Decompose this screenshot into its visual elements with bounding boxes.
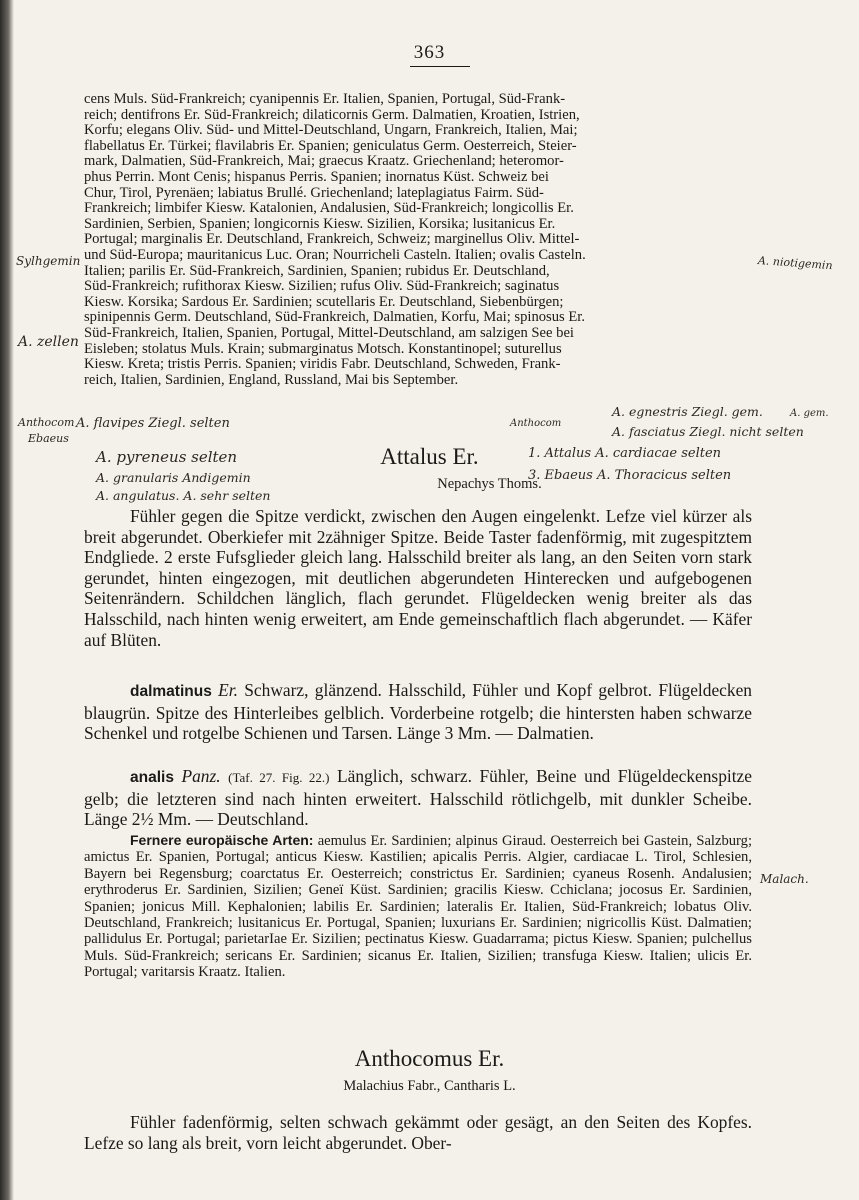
species-analis: analis Panz. (Taf. 27. Fig. 22.) Länglich, schwarz. Fühler, Beine und Flügeldeckenspitze gelb; die letzteren sind nach hinten erweitert. Halsschild rötlichgelb, mit dunkler Scheibe. Länge 2½ Mm. — Deutschland.: [84, 766, 752, 830]
list-line: Korfu; elegans Oliv. Süd- und Mittel-Deutschland, Ungarn, Frankreich, Italien, Mai;: [84, 122, 578, 139]
genus-title-attalus: Attalus Er.: [380, 444, 479, 469]
list-line: Süd-Frankreich; rufithorax Kiesw. Sizilien; rufus Oliv. Süd-Frankreich; saginatus: [84, 278, 560, 295]
list-line: reich; dentifrons Er. Süd-Frankreich; dilaticornis Germ. Dalmatien, Kroatien, Istrien,: [84, 106, 580, 123]
handwritten-note: 1. Attalus A. cardiacae selten: [528, 446, 722, 461]
list-line: und Süd-Europa; mauritanicus Luc. Oran; Nourricheli Casteln. Italien; ovalis Casteln.: [84, 246, 586, 263]
handwritten-note: Ebaeus: [28, 432, 69, 445]
species-name: analis: [130, 769, 174, 786]
list-line: cens Muls. Süd-Frankreich; cyanipennis Er. Italien, Spanien, Portugal, Süd-Frank-: [84, 91, 566, 107]
species-name: dalmatinus: [130, 683, 212, 700]
anthocomus-description: Fühler fadenförmig, selten schwach gekämmt oder gesägt, an den Seiten des Kopfes. Lefze so lang als breit, vorn leicht abgerundet. Ober-: [84, 1112, 752, 1153]
list-line: phus Perrin. Mont Cenis; hispanus Perris. Spanien; inornatus Küst. Schweiz bei: [84, 168, 549, 185]
handwritten-note: A. egnestris Ziegl. gem.: [612, 404, 763, 419]
list-line: Kiesw. Korsika; Sardous Er. Sardinien; scutellaris Er. Deutschland, Siebenbürgen;: [84, 293, 564, 310]
attalus-description: Fühler gegen die Spitze verdickt, zwischen den Augen eingelenkt. Lefze viel kürzer als breit abgerundet. Oberkiefer mit 2zähniger Spitze. Beide Taster fadenförmig, mit zugespitztem Endgliede. 2 erste Fufsglieder gleich lang. Halsschild breiter als lang, an den Seiten vorn stark gerundet, hinten eingezogen, mit deutlichen abgerundeten Hinterecken und aufgebogenen Seitenrändern. Schildchen länglich, flach gerundet. Flügeldecken wenig breiter als das Halsschild, nach hinten wenig erweitert, am Ende gemeinschaftlich flach abgerundet. — Käfer auf Blüten.: [84, 506, 752, 650]
list-line: Frankreich; limbifer Kiesw. Katalonien, Andalusien, Süd-Frankreich; longicollis Er.: [84, 200, 574, 217]
page-number-rule: [410, 66, 470, 67]
handwritten-note: 3. Ebaeus A. Thoracicus selten: [528, 468, 732, 483]
handwritten-note: A. granularis Andigemin: [96, 470, 251, 485]
list-line: flabellatus Er. Türkei; flavilabris Er. Spanien; geniculatus Germ. Oesterreich, Steier-: [84, 137, 577, 154]
list-line: spinipennis Germ. Deutschland, Süd-Frankreich, Dalmatien, Korfu, Mai; spinosus Er.: [84, 309, 585, 326]
handwritten-note: Malach.: [760, 872, 809, 886]
list-line: Eisleben; stolatus Muls. Krain; submarginatus Motsch. Konstantinopel; suturellus: [84, 340, 562, 357]
handwritten-note: A. gem.: [790, 408, 829, 419]
further-species-list: Fernere europäische Arten: aemulus Er. Sardinien; alpinus Giraud. Oesterreich bei Gastein, Salzburg; amictus Er. Spanien, Portugal; anticus Kiesw. Kastilien; apicalis Perris. Algier, cardiacae L. Tirol, Schlesien, Bayern bei Regensburg; coarctatus Er. Oesterreich; constrictus Er. Sardinien; cyaneus Rosenh. Andalusien; erythroderus Er. Sardinien, Sizilien; Geneï Küst. Sardinien; gracilis Kiesw. Cchiclana; jocosus Er. Sardinien, Spanien; jonicus Mill. Kephalonien; labilis Er. Sardinien; lateralis Er. Italien, Süd-Frankreich; lobatus Oliv. Deutschland, Frankreich; lusitanicus Er. Portugal, Spanien; luxurians Er. Sardinien; nigricollis Küst. Dalmatien; pallidulus Er. Portugal; parietarIae Er. Sizilien; pectinatus Kiesw. Guadarrama; pictus Kiesw. Spanien; pulchellus Muls. Süd-Frankreich; sericans Er. Sardinien; sicanus Er. Italien, Sizilien; transfuga Kiesw. Italien; ulicis Er. Portugal; varitarsis Kraatz. Italien.: [84, 832, 753, 981]
list-line: reich, Italien, Sardinien, England, Russland, Mai bis September.: [84, 371, 459, 388]
handwritten-note: A. niotigemin: [757, 254, 833, 273]
further-species-label: Fernere europäische Arten:: [130, 832, 314, 848]
scan-binding-shadow: [0, 0, 14, 1200]
handwritten-note: Sylhgemin: [16, 254, 81, 268]
list-line: Chur, Tirol, Pyrenäen; labiatus Brullé. Griechenland; lateplagiatus Fairm. Süd-: [84, 184, 544, 201]
list-line: Italien; parilis Er. Süd-Frankreich, Sardinien, Spanien; rubidus Er. Deutschland,: [84, 262, 550, 279]
species-author: Panz.: [181, 766, 221, 786]
list-line: mark, Dalmatien, Süd-Frankreich, Mai; graecus Kraatz. Griechenland; heteromor-: [84, 153, 564, 170]
handwritten-note: Anthocom: [510, 418, 562, 429]
page-number: 363: [413, 42, 446, 63]
list-line: Süd-Frankreich, Italien, Spanien, Portugal, Mittel-Deutschland, am salzigen See bei: [84, 324, 574, 341]
handwritten-note: Anthocom: [18, 416, 75, 429]
handwritten-note: A. flavipes Ziegl. selten: [76, 416, 230, 431]
species-author: Er.: [218, 680, 238, 700]
list-line: Sardinien, Serbien, Spanien; longicornis Kiesw. Sizilien, Korsika; lusitanicus Er.: [84, 215, 556, 232]
species-list-continued: [84, 92, 752, 388]
handwritten-note: A. pyreneus selten: [96, 448, 238, 466]
list-line: Portugal; marginalis Er. Deutschland, Frankreich, Schweiz; marginellus Oliv. Mittel-: [84, 231, 580, 248]
genus-synonym-anthocomus: Malachius Fabr., Cantharis L.: [343, 1078, 516, 1094]
list-line: Kiesw. Kreta; tristis Perris. Spanien; viridis Fabr. Deutschland, Schweden, Frank-: [84, 356, 561, 373]
genus-title-anthocomus: Anthocomus Er.: [354, 1046, 505, 1071]
species-dalmatinus: dalmatinus Er. Schwarz, glänzend. Halsschild, Fühler und Kopf gelbrot. Flügeldecken blaugrün. Spitze des Hinterleibes gelblich. Vorderbeine rotgelb; die hintersten haben schwarze Schenkel und rotgelbe Schienen und Tarsen. Länge 3 Mm. — Dalmatien.: [84, 680, 752, 744]
handwritten-note: A. angulatus. A. sehr selten: [96, 488, 271, 503]
genus-synonym-attalus: Nepachys Thoms.: [437, 476, 542, 492]
handwritten-note: A. fasciatus Ziegl. nicht selten: [612, 424, 804, 439]
handwritten-note: A. zellen: [18, 334, 79, 350]
plate-reference: (Taf. 27. Fig. 22.): [228, 770, 330, 785]
